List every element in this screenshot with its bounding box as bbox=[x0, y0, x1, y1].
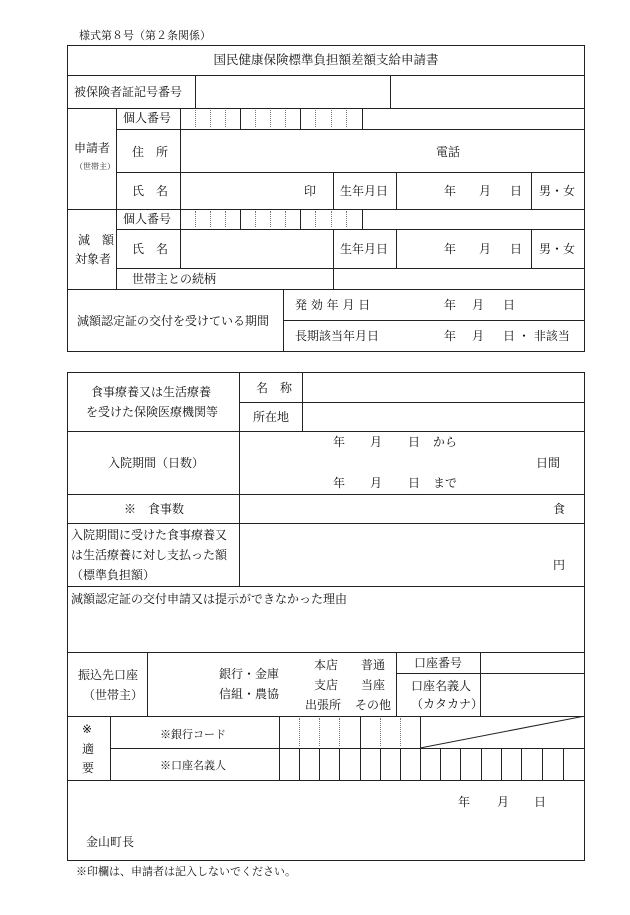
reduction-target-label-2: 対象者 bbox=[75, 252, 112, 266]
bank-type-2[interactable]: 信組・農協 bbox=[219, 687, 280, 701]
long-term-label: 長期該当年月日 bbox=[295, 329, 380, 343]
mayor-label: 金山町長 bbox=[86, 835, 135, 849]
cert-period-label: 減額認定証の交付を受けている期間 bbox=[77, 314, 270, 328]
target-birthdate-label: 生年月日 bbox=[340, 242, 389, 256]
target-name-label: 氏 名 bbox=[132, 242, 169, 256]
issue-day-label: 日 bbox=[503, 298, 516, 312]
target-name-field[interactable] bbox=[182, 231, 332, 267]
remarks-label-2: 要 bbox=[82, 761, 95, 775]
account-number-label: 口座番号 bbox=[414, 656, 463, 670]
applicant-phone-field[interactable] bbox=[470, 131, 583, 171]
meals-label: ※ 食事数 bbox=[124, 502, 185, 516]
applicant-label: 申請者 bbox=[74, 141, 111, 155]
admission-from-month-label: 月 bbox=[370, 435, 383, 449]
target-personal-number-field[interactable] bbox=[182, 211, 360, 228]
reduction-target-label-1: 減 額 bbox=[78, 233, 115, 247]
form-title: 国民健康保険標準負担額差額支給申請書 bbox=[213, 52, 439, 67]
paid-amount-label-1: 入院期間に受けた食事療養又 bbox=[71, 528, 228, 542]
target-birth-month-label: 月 bbox=[479, 242, 492, 256]
account-type-2[interactable]: 当座 bbox=[361, 678, 386, 692]
bank-code-label: ※銀行コード bbox=[160, 728, 226, 741]
institution-label-1: 食事療養又は生活療養 bbox=[91, 385, 212, 399]
remarks-holder-label: ※口座名義人 bbox=[160, 759, 226, 772]
account-holder-label-1: 口座名義人 bbox=[411, 679, 472, 693]
account-holder-label-2: （カタカナ） bbox=[411, 697, 484, 711]
admission-to-month-label: 月 bbox=[370, 476, 383, 490]
admission-to-day-label: 日 bbox=[408, 476, 421, 490]
remarks-label-1: 適 bbox=[82, 742, 95, 756]
institution-location-field[interactable] bbox=[304, 404, 583, 430]
account-type-1[interactable]: 普通 bbox=[361, 658, 386, 672]
bank-account-label-1: 振込先口座 bbox=[78, 668, 139, 682]
institution-label-2: を受けた保険医療機関等 bbox=[86, 405, 219, 419]
applicant-address-field[interactable] bbox=[182, 131, 432, 171]
admission-from-label: から bbox=[433, 435, 458, 449]
applicant-sub-label: （世帯主） bbox=[75, 162, 115, 171]
paid-amount-unit: 円 bbox=[553, 558, 566, 572]
paid-amount-label-3: （標準負担額） bbox=[71, 568, 156, 582]
applicant-gender[interactable]: 男・女 bbox=[539, 184, 576, 198]
long-term-day-label: 日 bbox=[503, 329, 516, 343]
insured-number-field-2[interactable] bbox=[392, 77, 583, 106]
applicant-birth-year-label: 年 bbox=[444, 184, 457, 198]
institution-name-field[interactable] bbox=[304, 374, 583, 401]
admission-to-label: まで bbox=[433, 476, 458, 490]
footer-year-label: 年 bbox=[458, 795, 471, 809]
applicant-personal-number-label: 個人番号 bbox=[123, 111, 172, 125]
insured-number-field[interactable] bbox=[197, 77, 388, 106]
branch-type-1[interactable]: 本店 bbox=[314, 658, 339, 672]
paid-amount-field[interactable] bbox=[241, 525, 551, 585]
admission-from-year-label: 年 bbox=[333, 435, 346, 449]
applicant-address-label: 住 所 bbox=[132, 145, 169, 159]
applicant-birth-day-label: 日 bbox=[510, 184, 523, 198]
paid-amount-label-2: は生活療養に対し支払った額 bbox=[71, 548, 228, 562]
admission-period-field[interactable] bbox=[241, 433, 583, 493]
institution-location-label: 所在地 bbox=[253, 410, 290, 424]
bank-account-label-2: （世帯主） bbox=[83, 688, 144, 702]
footer-day-label: 日 bbox=[534, 795, 547, 809]
diagonal-strike bbox=[420, 716, 585, 748]
account-number-field[interactable] bbox=[482, 654, 583, 672]
branch-type-3[interactable]: 出張所 bbox=[305, 698, 342, 712]
relation-label: 世帯主との続柄 bbox=[132, 272, 217, 286]
admission-period-label: 入院期間（日数） bbox=[108, 456, 205, 470]
target-birth-year-label: 年 bbox=[444, 242, 457, 256]
applicant-name-field[interactable] bbox=[182, 174, 302, 208]
applicant-name-label: 氏 名 bbox=[132, 184, 169, 198]
bank-type-1[interactable]: 銀行・金庫 bbox=[219, 667, 280, 681]
applicant-phone-label: 電話 bbox=[436, 145, 461, 159]
account-holder-field[interactable] bbox=[482, 675, 583, 715]
applicant-personal-number-field[interactable] bbox=[182, 110, 360, 128]
remarks-mark: ※ bbox=[82, 722, 93, 736]
footer-note: ※印欄は、申請者は記入しないでください。 bbox=[76, 865, 296, 878]
reason-field[interactable] bbox=[69, 609, 583, 651]
admission-days-unit: 日間 bbox=[536, 456, 561, 470]
applicant-birth-month-label: 月 bbox=[479, 184, 492, 198]
target-personal-number-label: 個人番号 bbox=[123, 212, 172, 226]
account-type-3[interactable]: その他 bbox=[355, 698, 392, 712]
meals-unit: 食 bbox=[553, 502, 566, 516]
seal-label: 印 bbox=[304, 184, 317, 198]
institution-name-label: 名 称 bbox=[256, 381, 293, 395]
form-number: 様式第８号（第２条関係） bbox=[79, 29, 211, 42]
applicant-birthdate-label: 生年月日 bbox=[340, 184, 389, 198]
not-applicable-option[interactable]: ・ 非該当 bbox=[518, 329, 570, 343]
relation-field[interactable] bbox=[335, 270, 583, 288]
issue-year-label: 年 bbox=[444, 298, 457, 312]
footer-month-label: 月 bbox=[497, 795, 510, 809]
long-term-month-label: 月 bbox=[472, 329, 485, 343]
target-birth-day-label: 日 bbox=[510, 242, 523, 256]
issue-date-label: 発 効 年 月 日 bbox=[295, 298, 371, 312]
reason-label: 減額認定証の交付申請又は提示ができなかった理由 bbox=[71, 592, 348, 606]
meals-field[interactable] bbox=[241, 496, 551, 522]
admission-from-day-label: 日 bbox=[408, 435, 421, 449]
issue-month-label: 月 bbox=[472, 298, 485, 312]
target-gender[interactable]: 男・女 bbox=[539, 242, 576, 256]
admission-to-year-label: 年 bbox=[333, 476, 346, 490]
long-term-year-label: 年 bbox=[444, 329, 457, 343]
insured-number-label: 被保険者証記号番号 bbox=[74, 85, 183, 99]
branch-type-2[interactable]: 支店 bbox=[314, 678, 339, 692]
